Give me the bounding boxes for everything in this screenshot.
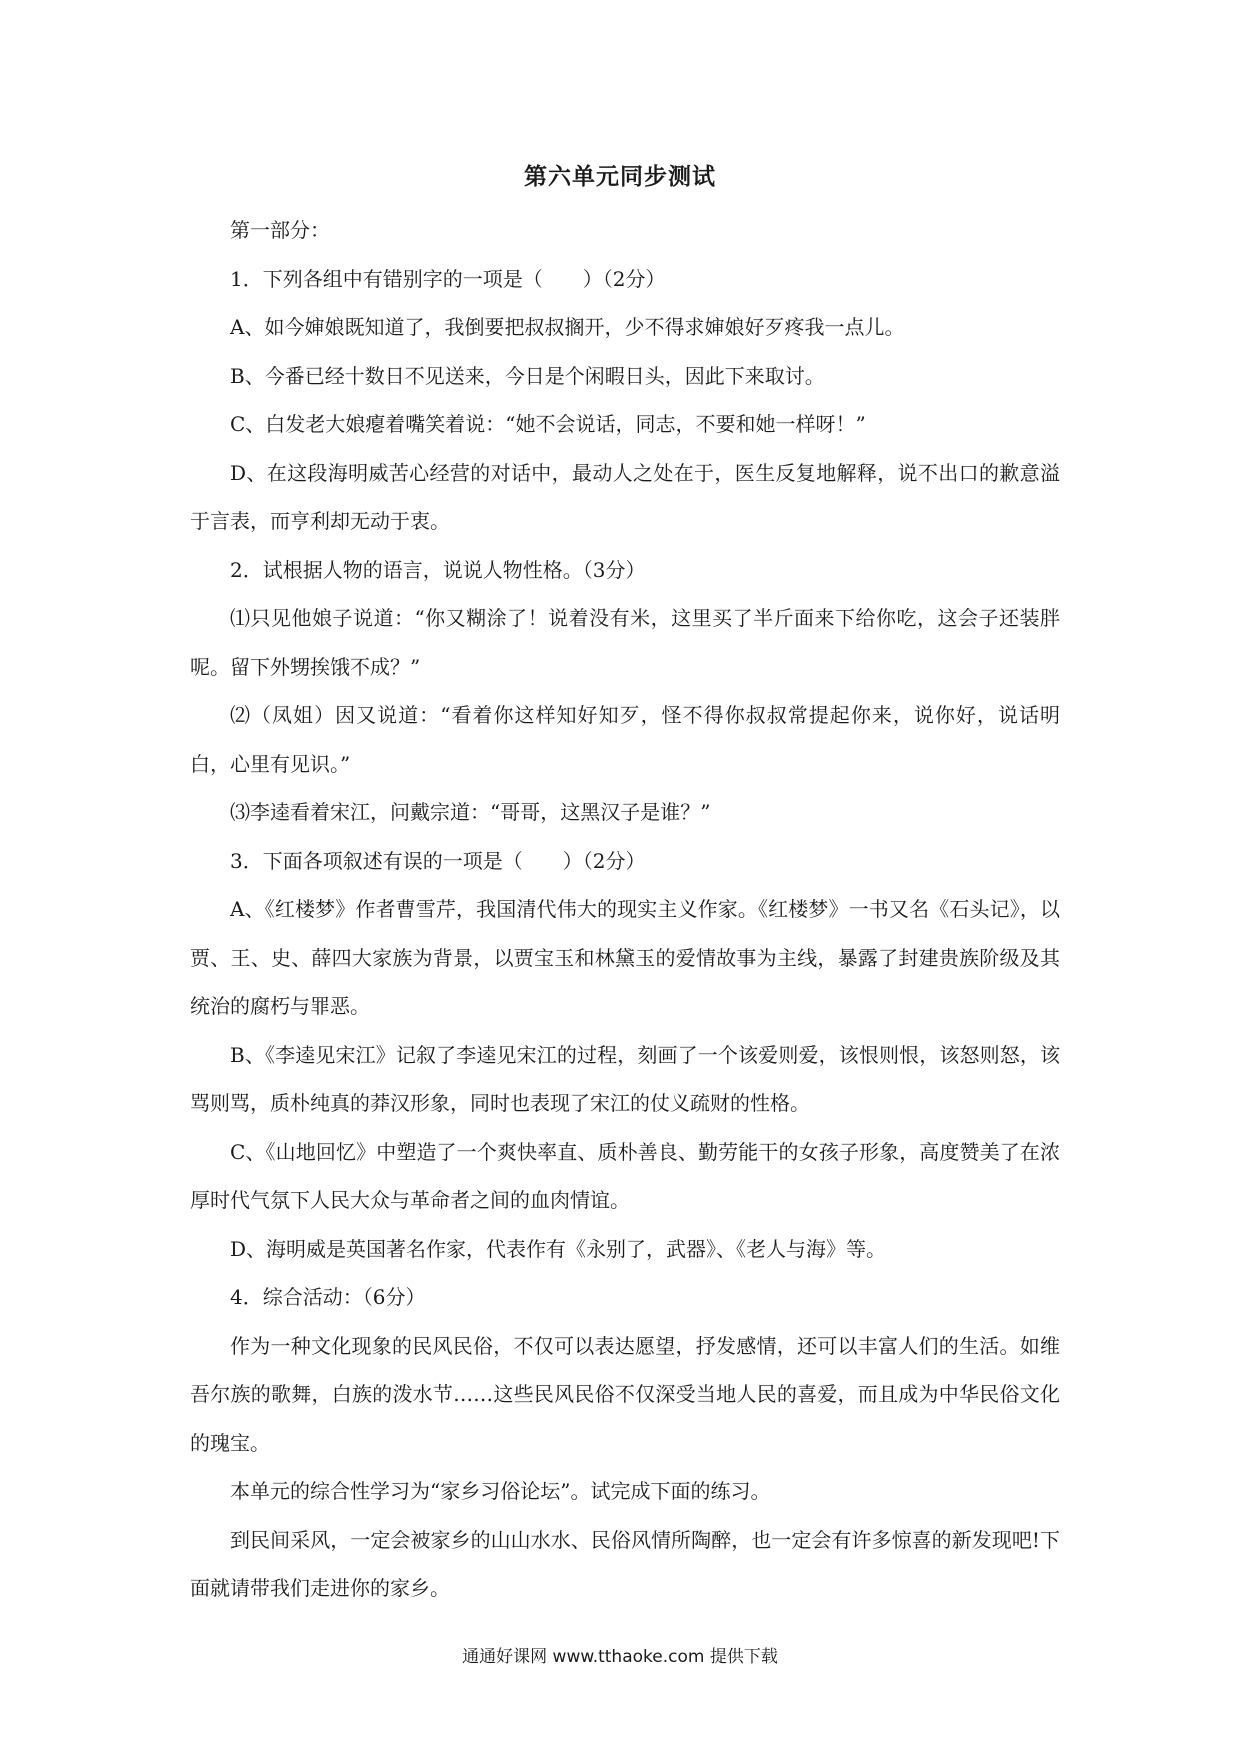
question-1-option-b: B、今番已经十数日不见送来，今日是个闲暇日头，因此下来取讨。	[230, 363, 825, 388]
question-1-stem: 1．下列各组中有错别字的一项是（ ）（2分）	[230, 266, 666, 291]
question-4-paragraph-3: 到民间采风，一定会被家乡的山山水水、民俗风情所陶醉，也一定会有许多惊喜的新发现吧!下面就请带我们走进你的家乡。	[190, 1527, 1060, 1600]
question-2-stem: 2．试根据人物的语言，说说人物性格。（3分）	[230, 557, 646, 582]
page-title: 第六单元同步测试	[524, 164, 716, 190]
question-4-stem: 4．综合活动：（6分）	[230, 1285, 426, 1309]
document-body	[190, 206, 1060, 1613]
question-2-item-1: ⑴只见他娘子说道：“你又糊涂了！说着没有米，这里买了半斤面来下给你吃，这会子还装胖呢。留下外甥挨饿不成？”	[190, 606, 1060, 679]
question-1-option-d: D、在这段海明威苦心经营的对话中，最动人之处在于，医生反复地解释，说不出口的歉意溢于言表，而亨利却无动于衷。	[190, 460, 1060, 533]
section-heading: 第一部分：	[230, 218, 330, 242]
question-1-option-a: A、如今婶娘既知道了，我倒要把叔叔搁开，少不得求婶娘好歹疼我一点儿。	[230, 315, 905, 339]
question-4-paragraph-2: 本单元的综合性学习为“家乡习俗论坛”。试完成下面的练习。	[230, 1479, 771, 1503]
question-3-option-b: B、《李逵见宋江》记叙了李逵见宋江的过程，刻画了一个该爱则爱，该恨则恨，该怒则怒，该骂则骂，质朴纯真的莽汉形象，同时也表现了宋江的仗义疏财的性格。	[190, 1042, 1060, 1115]
question-3-option-c: C、《山地回忆》中塑造了一个爽快率直、质朴善良、勤劳能干的女孩子形象，高度赞美了在浓厚时代气氛下人民大众与革命者之间的血肉情谊。	[190, 1139, 1060, 1212]
question-1-option-c: C、白发老大娘瘪着嘴笑着说：“她不会说话，同志，不要和她一样呀！”	[230, 412, 866, 436]
question-2-item-2: ⑵（凤姐）因又说道：“看着你这样知好知歹，怪不得你叔叔常提起你来，说你好，说话明白，心里有见识。”	[190, 703, 1060, 776]
question-3-stem: 3．下面各项叙述有误的一项是（ ）（2分）	[230, 848, 646, 873]
question-2-item-3: ⑶李逵看着宋江，问戴宗道：“哥哥，这黑汉子是谁？”	[230, 800, 711, 824]
question-3-option-d: D、海明威是英国著名作家，代表作有《永别了，武器》、《老人与海》等。	[230, 1236, 887, 1261]
page-footer: 通通好课网 www.tthaoke.com 提供下载	[462, 1647, 778, 1667]
question-3-option-a: A、《红楼梦》作者曹雪芹，我国清代伟大的现实主义作家。《红楼梦》一书又名《石头记》，以贾、王、史、薛四大家族为背景，以贾宝玉和林黛玉的爱情故事为主线，暴露了封建贵族阶级及其统治的腐朽与罪恶。	[190, 897, 1060, 1018]
question-4-paragraph-1: 作为一种文化现象的民风民俗，不仅可以表达愿望，抒发感情，还可以丰富人们的生活。如维吾尔族的歌舞，白族的泼水节……这些民风民俗不仅深受当地人民的喜爱，而且成为中华民俗文化的瑰宝。	[190, 1333, 1060, 1455]
